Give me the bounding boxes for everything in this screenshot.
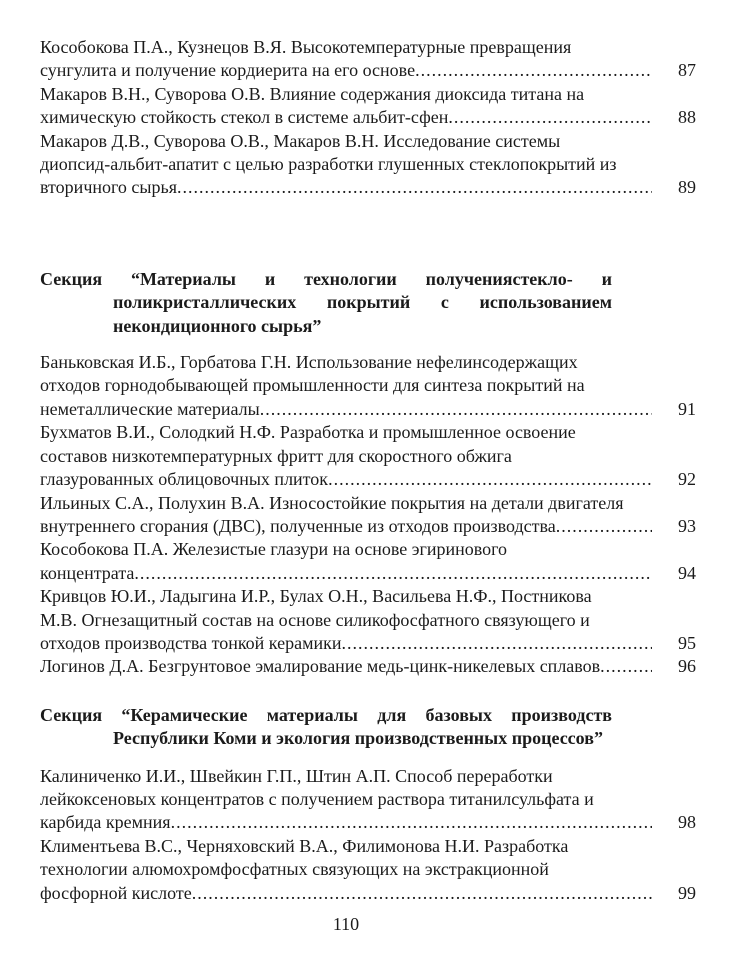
toc-entry	[40, 351, 696, 421]
toc-entry	[40, 421, 696, 491]
dot-leader	[134, 562, 652, 585]
entry-title-text: внутреннего сгорания (ДВС), полученные из отходов производства	[40, 515, 556, 536]
entry-last-line	[40, 811, 696, 834]
entry-line: диопсид-альбит-апатит с целью разработки глушенных стеклопокрытий из	[40, 154, 617, 175]
section-heading-2	[40, 704, 612, 751]
entry-title-text: Логинов Д.А. Безгрунтовое эмалирование медь-цинк-никелевых сплавов	[40, 656, 601, 677]
section-heading-1	[40, 268, 612, 338]
entry-page-ref: 92	[678, 469, 696, 490]
entry-last-line	[40, 655, 696, 678]
toc-entry	[40, 83, 696, 130]
entry-page-ref: 96	[678, 656, 696, 677]
section-heading-line: Секция “Материалы и технологии получениястекло- и	[40, 268, 612, 289]
entry-title-text: карбида кремния	[40, 812, 171, 833]
dot-leader	[192, 882, 652, 905]
entry-page-ref: 95	[678, 632, 696, 653]
entry-line: Бухматов В.И., Солодкий Н.Ф. Разработка и промышленное освоение	[40, 422, 576, 443]
entry-last-line	[40, 562, 696, 585]
entry-line: Баньковская И.Б., Горбатова Г.Н. Использование нефелинсодержащих	[40, 352, 578, 373]
entry-line: Кривцов Ю.И., Ладыгина И.Р., Булах О.Н., Васильева Н.Ф., Постникова	[40, 586, 592, 607]
entry-last-line	[40, 468, 696, 491]
entry-line: составов низкотемпературных фритт для скоростного обжига	[40, 445, 512, 466]
entry-title-text: глазурованных облицовочных плиток	[40, 469, 329, 490]
toc-entry	[40, 835, 696, 905]
entry-line: Макаров В.Н., Суворова О.В. Влияние содержания диоксида титана на	[40, 83, 585, 104]
dot-leader	[328, 468, 652, 491]
toc-entries-group-3	[40, 765, 696, 905]
toc-entry	[40, 130, 696, 200]
entry-line: лейкоксеновых концентратов с получением раствора титанилсульфата и	[40, 788, 594, 809]
toc-entry	[40, 765, 696, 835]
entry-line: Кособокова П.А., Кузнецов В.Я. Высокотемпературные превращения	[40, 37, 572, 57]
entry-last-line	[40, 398, 696, 421]
entry-title-text: сунгулита и получение кордиерита на его основе	[40, 60, 416, 81]
entry-page-ref: 93	[678, 515, 696, 536]
entry-last-line	[40, 59, 696, 82]
entry-last-line	[40, 632, 696, 655]
entry-title-text: химическую стойкость стекол в системе альбит-сфен	[40, 107, 449, 128]
entry-page-ref: 98	[678, 812, 696, 833]
section-heading-line: некондиционного сырья”	[113, 315, 322, 336]
entry-page-ref: 89	[678, 177, 696, 198]
entry-line: М.В. Огнезащитный состав на основе силикофосфатного связующего и	[40, 609, 590, 630]
entry-page-ref: 88	[678, 107, 696, 128]
dot-leader	[448, 106, 652, 129]
toc-entry	[40, 492, 696, 539]
entry-last-line	[40, 882, 696, 905]
toc-entry	[40, 538, 696, 585]
dot-leader	[556, 515, 652, 538]
entry-page-ref: 94	[678, 562, 696, 583]
entry-line: Калиниченко И.И., Швейкин Г.П., Штин А.П. Способ переработки	[40, 765, 553, 786]
section-heading-line: Республики Коми и экология производственных процессов”	[113, 728, 603, 749]
toc-entries-group-2	[40, 351, 696, 679]
entry-page-ref: 99	[678, 882, 696, 903]
toc-entries-group-1	[40, 36, 696, 200]
dot-leader	[415, 59, 652, 82]
toc-entry	[40, 36, 696, 83]
entry-line: отходов горнодобывающей промышленности для синтеза покрытий на	[40, 375, 585, 396]
entry-title-text: отходов производства тонкой керамики	[40, 632, 342, 653]
entry-title-text: вторичного сырья	[40, 177, 178, 198]
entry-line: Климентьева В.С., Черняховский В.А., Филимонова Н.И. Разработка	[40, 835, 569, 856]
dot-leader	[341, 632, 652, 655]
dot-leader	[260, 398, 652, 421]
toc-entry	[40, 585, 696, 655]
dot-leader	[600, 655, 652, 678]
entry-last-line	[40, 176, 696, 199]
dot-leader	[177, 176, 652, 199]
dot-leader	[171, 811, 652, 834]
section-heading-line: Секция “Керамические материалы для базовых производств	[40, 704, 612, 725]
entry-title-text: фосфорной кислоте	[40, 882, 192, 903]
entry-last-line	[40, 106, 696, 129]
section-heading-line: поликристаллических покрытий с использованием	[113, 292, 612, 313]
entry-page-ref: 87	[678, 60, 696, 81]
page-number: 110	[332, 914, 360, 934]
entry-title-text: концентрата	[40, 562, 135, 583]
entry-page-ref: 91	[678, 398, 696, 419]
entry-title-text: неметаллические материалы	[40, 398, 260, 419]
entry-line: Ильиных С.А., Полухин В.А. Износостойкие покрытия на детали двигателя	[40, 492, 624, 513]
toc-entry	[40, 655, 696, 678]
entry-line: технологии алюмохромфосфатных связующих на экстракционной	[40, 859, 549, 880]
entry-line: Макаров Д.В., Суворова О.В., Макаров В.Н. Исследование системы	[40, 130, 561, 151]
entry-line: Кособокова П.А. Железистые глазури на основе эгиринового	[40, 539, 508, 560]
entry-last-line	[40, 515, 696, 538]
